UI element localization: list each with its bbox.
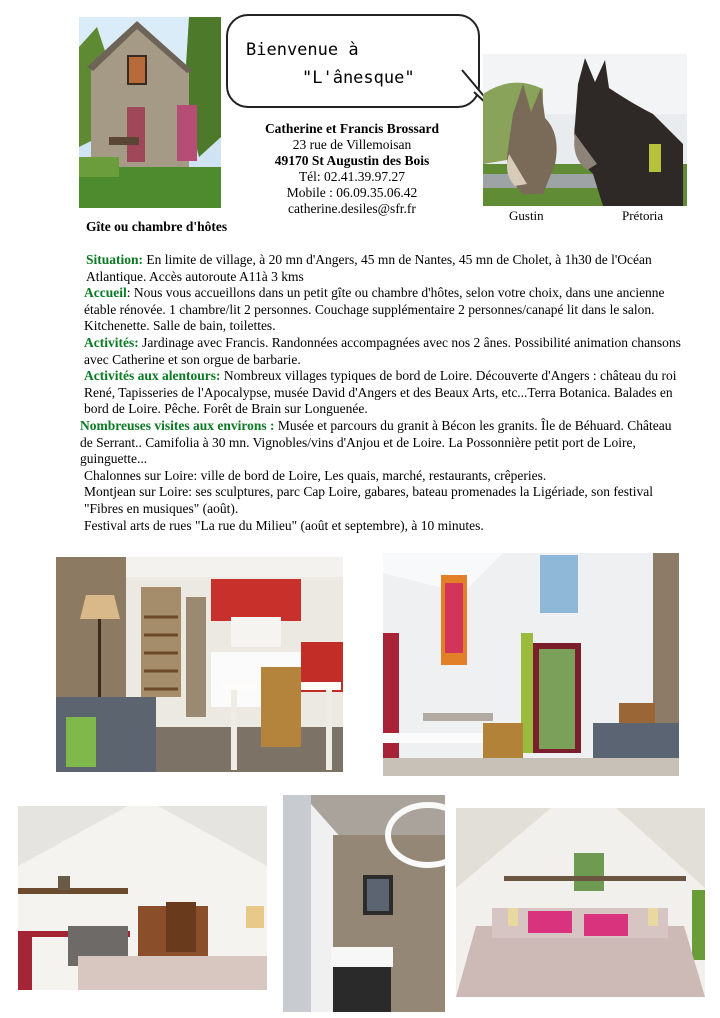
activites-text: Jardinage avec Francis. Randonnées accompagnées avec nos 2 ânes. Possibilité animation chansons avec Catherine et son orgue de barbarie. — [84, 334, 681, 367]
mezzanine-photo — [18, 806, 267, 990]
alentours-paragraph — [84, 368, 684, 418]
living-room-photo — [56, 557, 343, 772]
accueil-text: : Nous vous accueillons dans un petit gîte ou chambre d'hôtes, selon votre choix, dans une ancienne étable rénovée. 1 chambre/lit 2 personnes. Couchage supplémentaire 2 personnes/canapé lit dans le salon. Kitchenette. Salle de bain, toilettes. — [84, 285, 665, 334]
accueil-label: Accueil — [84, 285, 127, 301]
owner-names: Catherine et Francis Brossard — [264, 121, 440, 136]
mobile: Mobile : 06.09.35.06.42 — [286, 185, 418, 200]
address-city: 49170 St Augustin des Bois — [274, 153, 430, 168]
welcome-line-1: Bienvenue à — [246, 40, 359, 60]
address-street: 23 rue de Villemoisan — [292, 137, 412, 152]
situation-paragraph — [84, 252, 684, 285]
donkeys-photo — [483, 54, 687, 206]
bathroom-photo — [283, 795, 445, 1012]
donkey-name-left: Gustin — [509, 208, 544, 223]
alentours-label: Activités aux alentours: — [84, 368, 221, 384]
welcome-line-2: "L'ânesque" — [302, 68, 415, 88]
description — [80, 252, 684, 534]
activites-label: Activités: — [84, 334, 139, 350]
alentours-text: Nombreux villages typiques de bord de Loire. Découverte d'Angers : château du roi René, Tapisseries de l'Apocalypse, musée David d'Angers et des Beaux Arts, etc...Terra Botanica. Balades en bord de Loire. Pêche. Forêt de Brain sur Longuenée. — [84, 368, 677, 417]
accueil-paragraph — [84, 285, 684, 335]
page-subtitle: Gîte ou chambre d'hôtes — [86, 219, 228, 234]
environs-label: Nombreuses visites aux environs : — [80, 417, 275, 433]
bedroom-photo — [456, 808, 705, 997]
environs-text: Musée et parcours du granit à Bécon les granits. Île de Béhuard. Château de Serrant.. Camifolia à 30 mn. Vignobles/vins d'Anjou et de Loire. La Possonnière petit port de Loire, guinguette... — [80, 417, 672, 467]
montjean-paragraph: Montjean sur Loire: ses sculptures, parc Cap Loire, gabares, bateau promenades la Ligériade, son festival "Fibres en musiques" (août). — [84, 484, 654, 516]
situation-label: Situation: — [86, 252, 144, 267]
house-photo — [79, 17, 221, 208]
situation-text: En limite de village, à 20 mn d'Angers, 45 mn de Nantes, 45 mn de Cholet, à 1h30 de l'Océan Atlantique. Accès autoroute A11à 3 kms — [86, 252, 652, 284]
contact-block — [232, 121, 472, 217]
welcome-bubble — [226, 14, 480, 108]
phone: Tél: 02.41.39.97.27 — [298, 169, 406, 184]
donkey-name-right: Prétoria — [622, 208, 664, 223]
environs-paragraph — [80, 418, 684, 468]
email: catherine.desiles@sfr.fr — [288, 201, 416, 216]
festival-paragraph: Festival arts de rues "La rue du Milieu" (août et septembre), à 10 minutes. — [84, 517, 484, 533]
chalonnes-paragraph: Chalonnes sur Loire: ville de bord de Loire, Les quais, marché, restaurants, crêperies. — [84, 467, 547, 483]
dining-room-photo — [383, 553, 679, 776]
activites-paragraph — [84, 335, 684, 368]
